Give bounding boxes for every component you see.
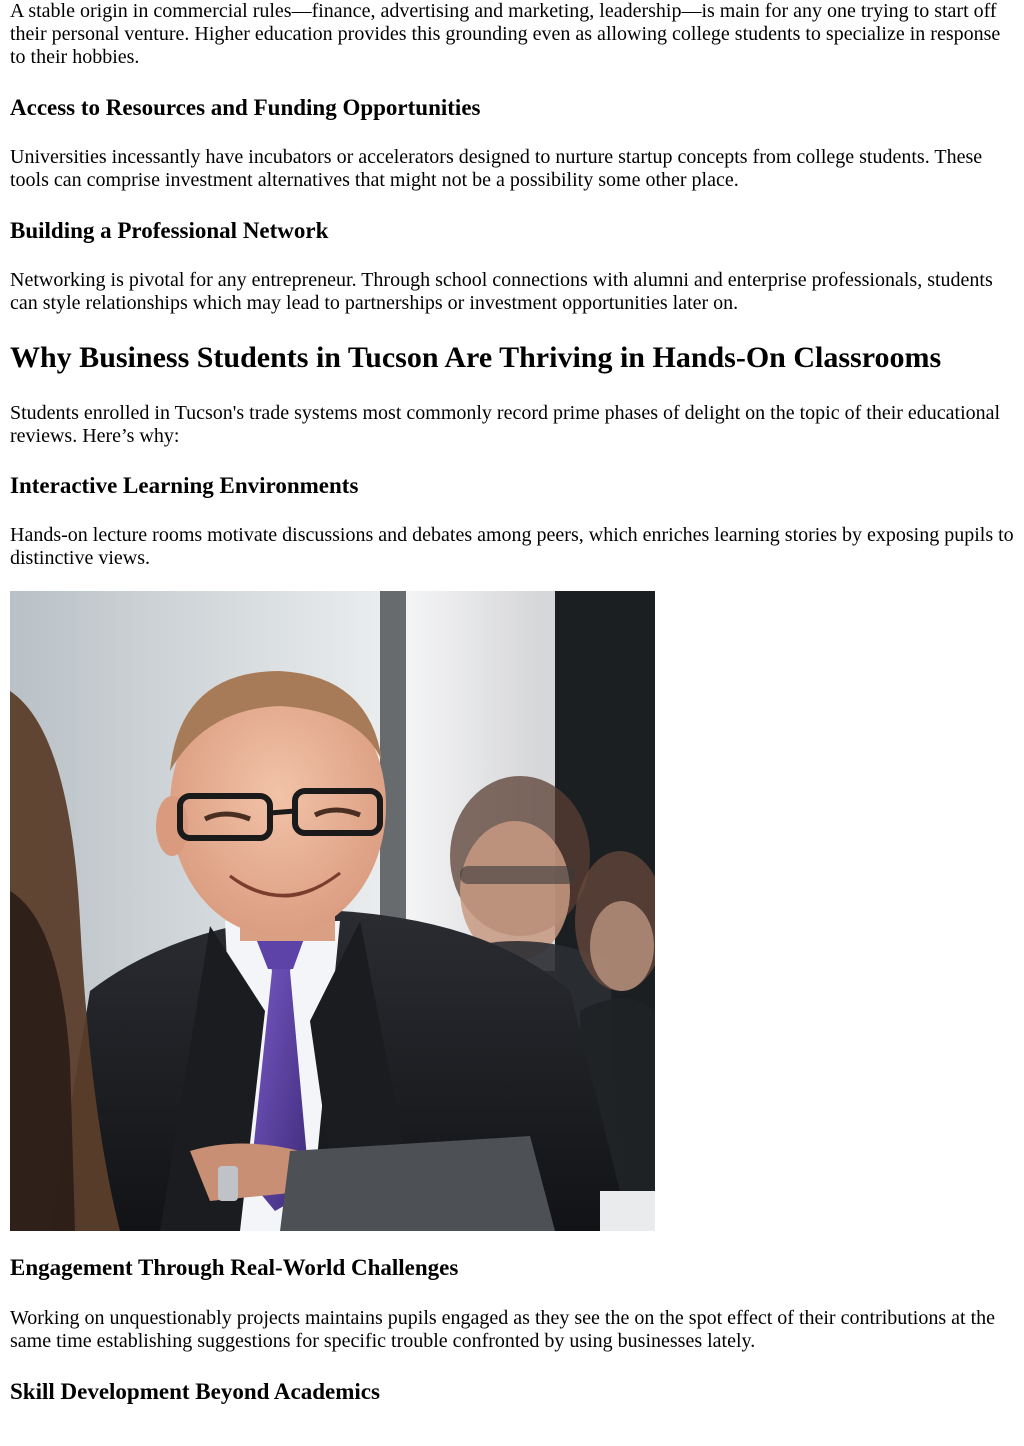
subsection-heading: Skill Development Beyond Academics: [10, 1379, 380, 1404]
subsection-body: Hands-on lecture rooms motivate discussions and debates among peers, which enriches learning stories by exposing pupils to distinctive views.: [10, 524, 1014, 569]
classroom-photo-illustration: [10, 591, 655, 1231]
section-body: Networking is pivotal for any entrepreneur. Through school connections with alumni and enterprise professionals, students can style relationships which may lead to partnerships or investment opportunities later on.: [10, 269, 993, 314]
main-heading: Why Business Students in Tucson Are Thriving in Hands-On Classrooms: [10, 341, 942, 374]
section-heading: Access to Resources and Funding Opportunities: [10, 95, 481, 120]
classroom-photo: [10, 591, 655, 1231]
section-heading: Building a Professional Network: [10, 218, 329, 243]
subsection-body: Working on unquestionably projects maintains pupils engaged as they see the on the spot effect of their contributions at the same time establishing suggestions for specific trouble confronted by using businesses lately.: [10, 1307, 996, 1352]
intro-paragraph: A stable origin in commercial rules—finance, advertising and marketing, leadership—is main for any one trying to start off their personal venture. Higher education provides this grounding even as allowing college students to specialize in response to their hobbies.: [10, 0, 1001, 68]
subsection-heading: Interactive Learning Environments: [10, 473, 359, 498]
main-intro: Students enrolled in Tucson's trade systems most commonly record prime phases of delight on the topic of their educational reviews. Here’s why:: [10, 402, 1001, 447]
section-body: Universities incessantly have incubators or accelerators designed to nurture startup concepts from college students. These tools can comprise investment alternatives that might not be a possibility some other place.: [10, 146, 983, 191]
subsection-heading: Engagement Through Real-World Challenges: [10, 1255, 459, 1280]
